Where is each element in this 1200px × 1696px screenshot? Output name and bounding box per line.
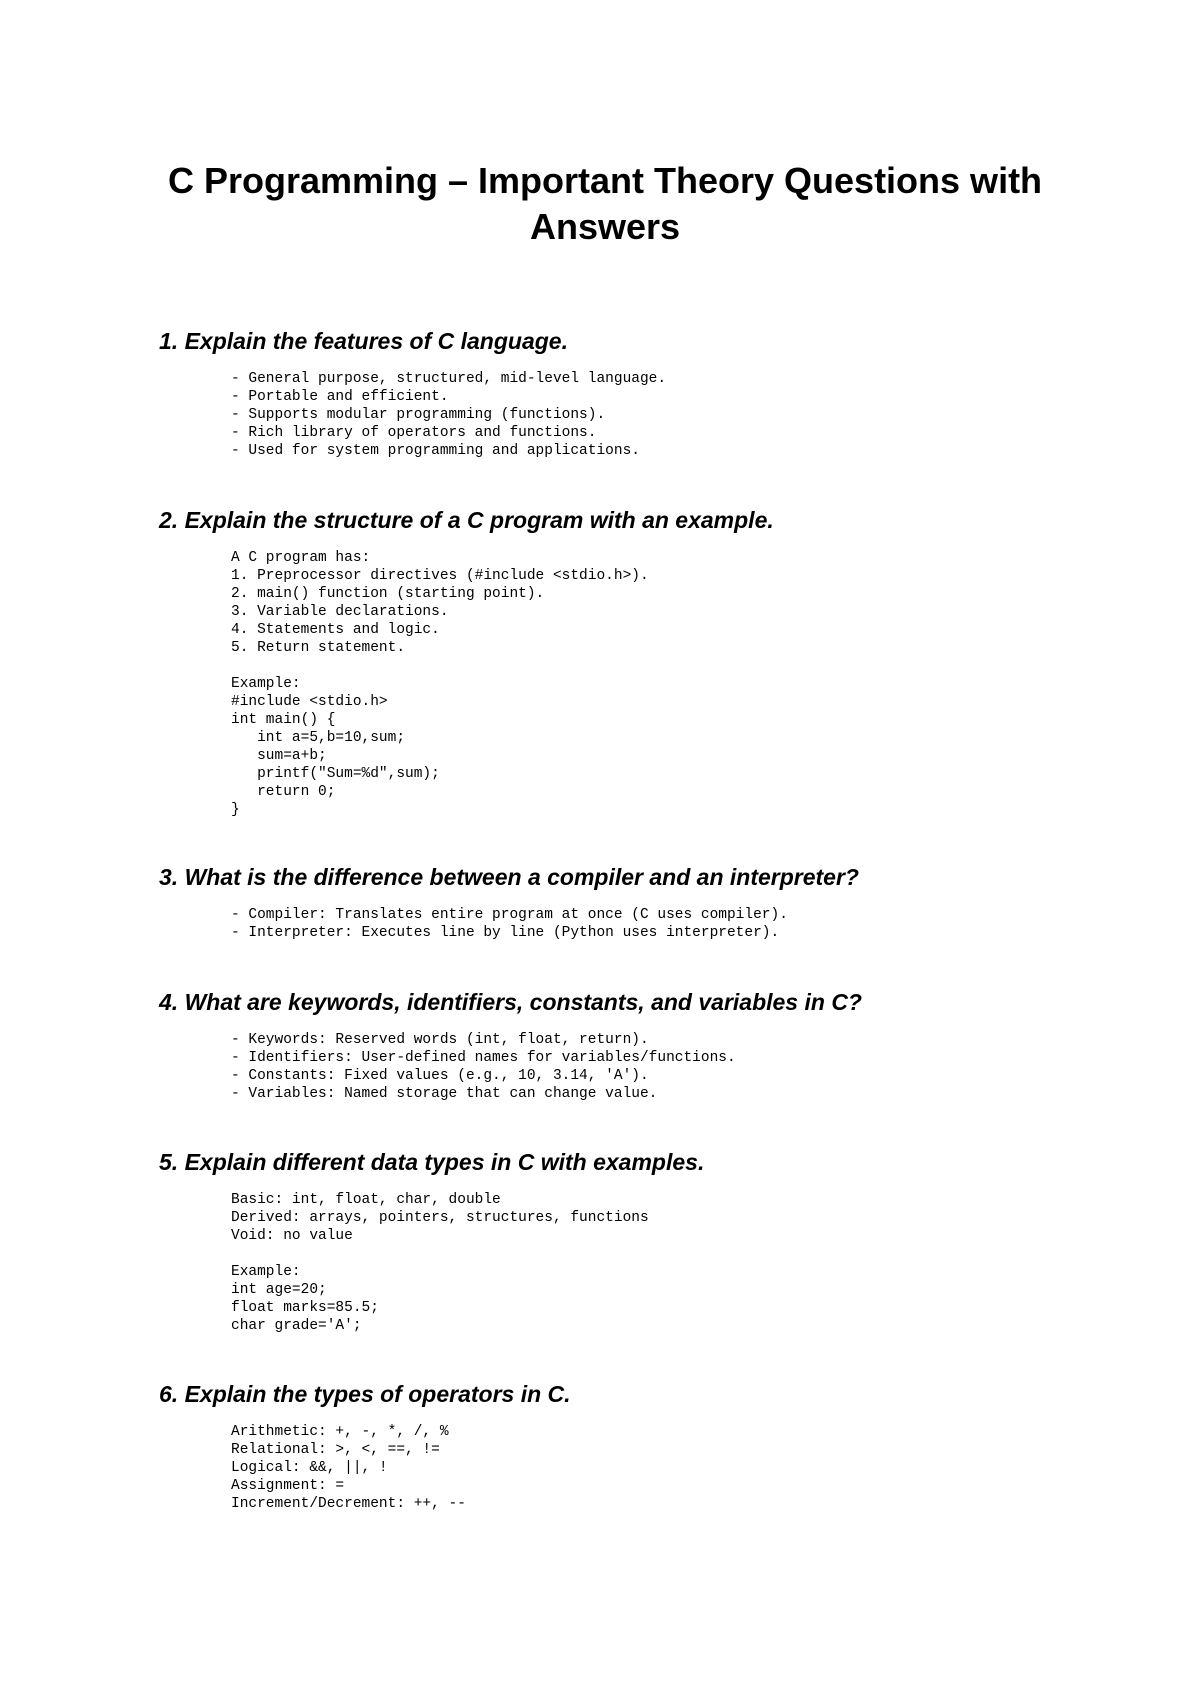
- question-heading: 4. What are keywords, identifiers, constants, and variables in C?: [159, 989, 862, 1015]
- answer-body: - Keywords: Reserved words (int, float, return). - Identifiers: User-defined names for variables/functions. - Constants: Fixed values (e.g., 10, 3.14, 'A'). - Variables: Named storage that can change value.: [231, 1032, 736, 1102]
- answer-body: - General purpose, structured, mid-level language. - Portable and efficient. - Supports modular programming (functions). - Rich library of operators and functions. - Used for system programming and applications.: [231, 371, 667, 459]
- answer-body: - Compiler: Translates entire program at once (C uses compiler). - Interpreter: Executes line by line (Python uses interpreter).: [231, 907, 788, 941]
- question-4: [159, 987, 1119, 1103]
- question-heading: 6. Explain the types of operators in C.: [159, 1381, 571, 1407]
- answer-body: Basic: int, float, char, double Derived: arrays, pointers, structures, functions Void: no value Example: int age=20; float marks=85.5; char grade='A';: [231, 1192, 649, 1334]
- answer-body: Arithmetic: +, -, *, /, % Relational: >, <, ==, != Logical: &&, ||, ! Assignment: = Increment/Decrement: ++, --: [231, 1424, 466, 1512]
- question-heading: 2. Explain the structure of a C program with an example.: [159, 507, 774, 533]
- question-2: [159, 505, 1119, 819]
- question-3: [159, 862, 1119, 942]
- question-5: [159, 1147, 1119, 1335]
- question-heading: 3. What is the difference between a compiler and an interpreter?: [159, 864, 859, 890]
- question-1: [159, 326, 1119, 460]
- document-title: C Programming – Important Theory Questions with Answers: [167, 160, 1043, 247]
- question-heading: 5. Explain different data types in C with examples.: [159, 1149, 705, 1175]
- question-heading: 1. Explain the features of C language.: [159, 328, 568, 354]
- question-6: [159, 1379, 1119, 1513]
- answer-body: A C program has: 1. Preprocessor directives (#include <stdio.h>). 2. main() function (starting point). 3. Variable declarations. 4. Statements and logic. 5. Return statement. Example: #include <stdio.h> int main() { int a=5,b=10,sum; sum=a+b; printf("Sum=%d",sum); return 0; }: [231, 550, 649, 818]
